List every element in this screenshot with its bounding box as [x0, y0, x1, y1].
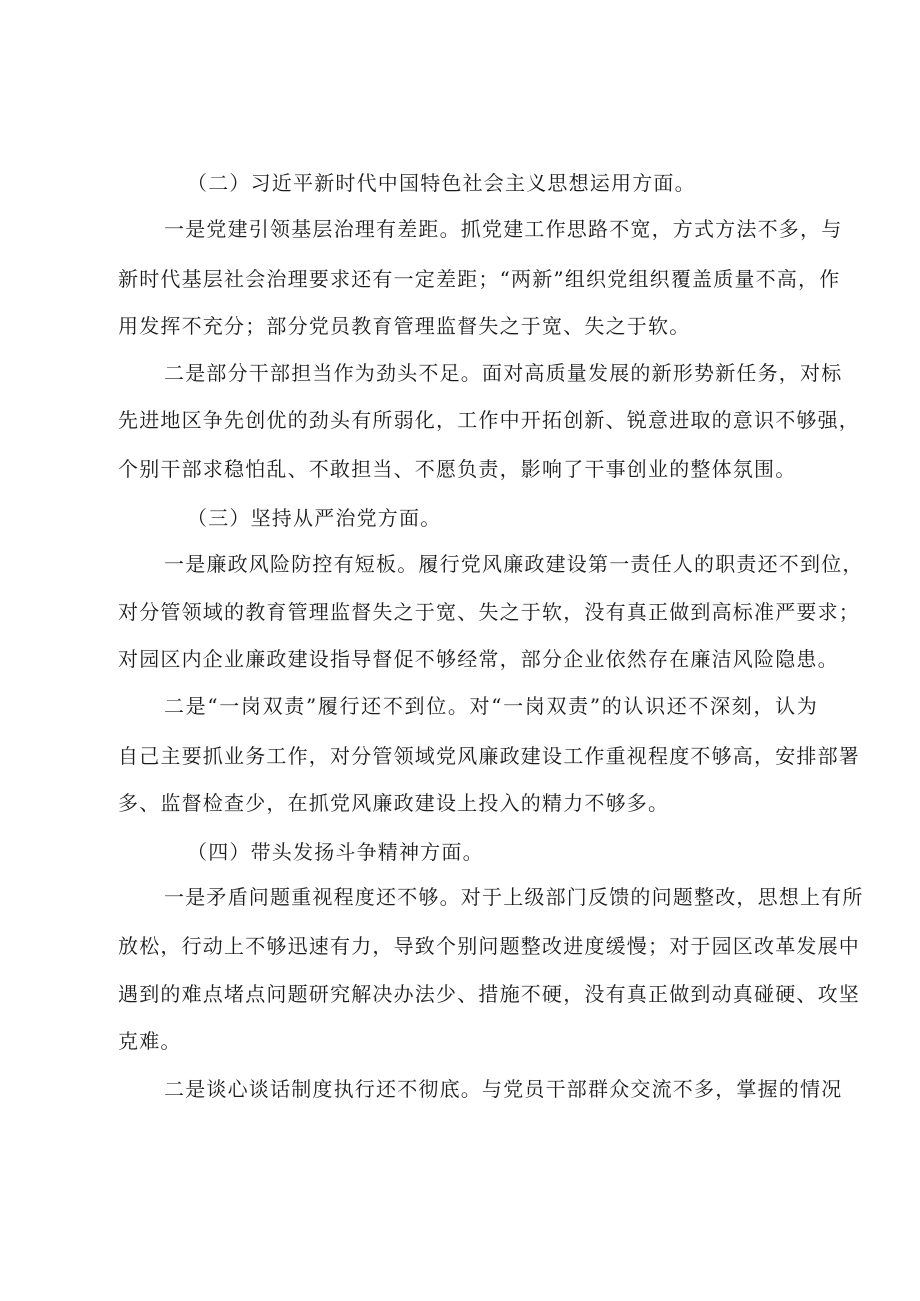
paragraph-line: 二是“一岗双责”履行还不到位。对“一岗双责”的认识还不深刻，认为 — [164, 694, 818, 718]
paragraph-line: 对园区内企业廉政建设指导督促不够经常，部分企业依然存在廉洁风险隐患。 — [118, 647, 839, 671]
paragraph-line: 自己主要抓业务工作，对分管领域党风廉政建设工作重视程度不够高，安排部署 — [118, 744, 860, 768]
paragraph-line: 二是谈心谈话制度执行还不彻底。与党员干部群众交流不多，掌握的情况 — [164, 1077, 843, 1101]
paragraph-line: 二是部分干部担当作为劲头不足。面对高质量发展的新形势新任务，对标 — [164, 361, 843, 385]
paragraph-line: 一是党建引领基层治理有差距。抓党建工作思路不宽，方式方法不多，与 — [164, 217, 843, 241]
paragraph-line: 用发挥不充分；部分党员教育管理监督失之于宽、失之于软。 — [118, 314, 691, 338]
paragraph-line: 先进地区争先创优的劲头有所弱化，工作中开拓创新、锐意进取的意识不够强， — [118, 408, 860, 432]
paragraph-line: 克难。 — [118, 1029, 182, 1053]
paragraph-line: 遇到的难点堵点问题研究解决办法少、措施不硬，没有真正做到动真碰硬、攻坚 — [118, 982, 860, 1006]
section-heading-2: （二）习近平新时代中国特色社会主义思想运用方面。 — [187, 171, 696, 195]
paragraph-line: 个别干部求稳怕乱、不敢担当、不愿负责，影响了干事创业的整体氛围。 — [118, 457, 797, 481]
paragraph-line: 新时代基层社会治理要求还有一定差距；“两新”组织党组织覆盖质量不高，作 — [118, 267, 841, 291]
section-heading-4: （四）带头发扬斗争精神方面。 — [187, 840, 484, 864]
paragraph-line: 一是矛盾问题重视程度还不够。对于上级部门反馈的问题整改，思想上有所 — [164, 885, 864, 909]
section-heading-3: （三）坚持从严治党方面。 — [187, 506, 442, 530]
paragraph-line: 多、监督检查少，在抓党风廉政建设上投入的精力不够多。 — [118, 791, 670, 815]
paragraph-line: 一是廉政风险防控有短板。履行党风廉政建设第一责任人的职责还不到位， — [164, 552, 864, 576]
paragraph-line: 对分管领域的教育管理监督失之于宽、失之于软，没有真正做到高标准严要求； — [118, 600, 860, 624]
paragraph-line: 放松，行动上不够迅速有力，导致个别问题整改进度缓慢；对于园区改革发展中 — [118, 934, 860, 958]
